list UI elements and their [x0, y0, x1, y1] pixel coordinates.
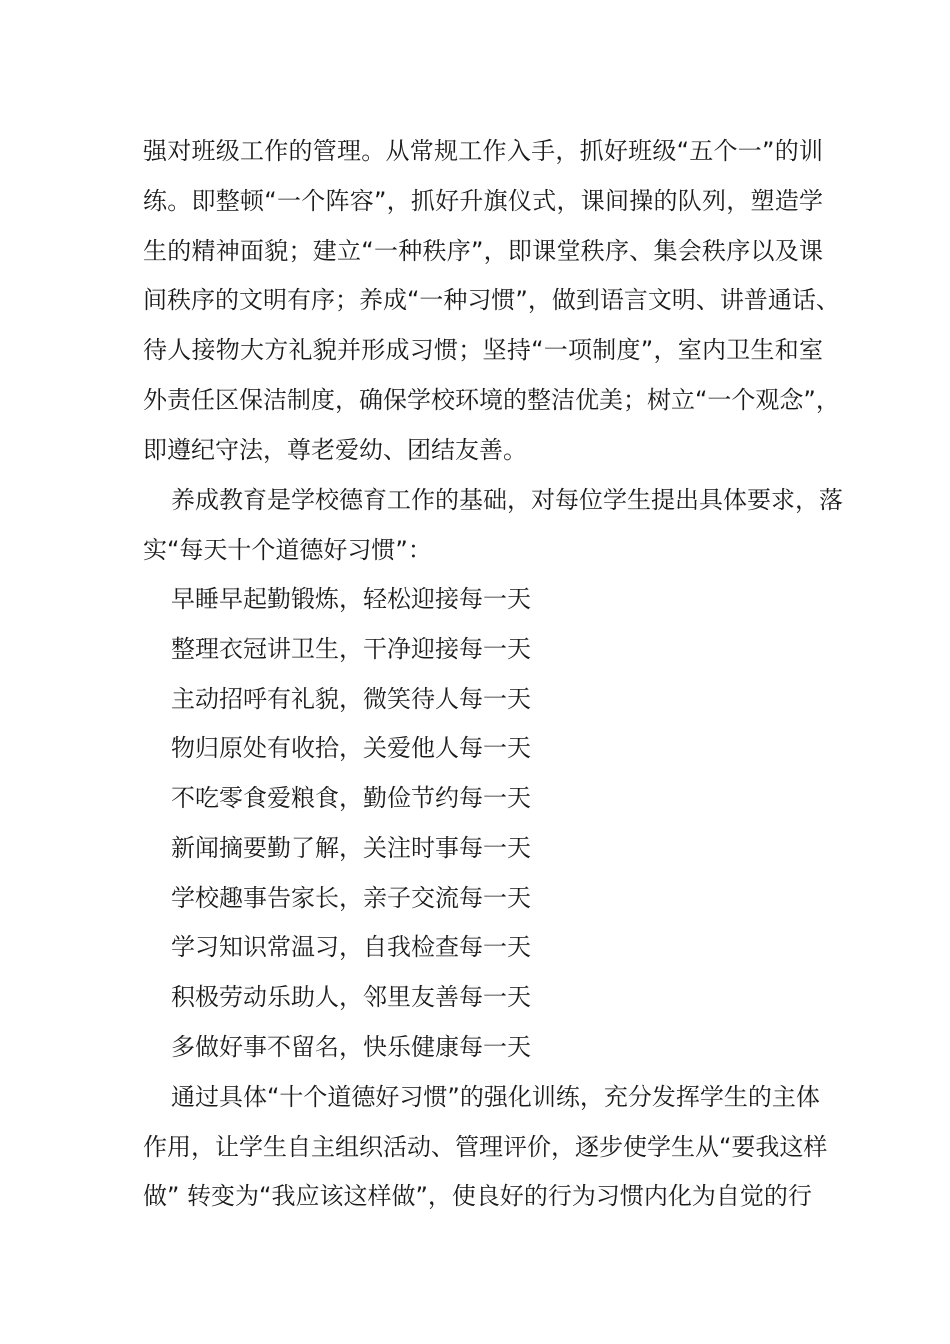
paragraph1-line-2: 练。即整顿“一个阵容”，抓好升旗仪式，课间操的队列，塑造学 [143, 187, 823, 215]
habit-item-7: 学校趣事告家长，亲子交流每一天 [171, 884, 531, 912]
paragraph3-line-2: 作用，让学生自主组织活动、管理评价，逐步使学生从“要我这样 [143, 1133, 828, 1161]
habit-item-5: 不吃零食爱粮食，勤俭节约每一天 [171, 784, 531, 812]
paragraph3-line-1: 通过具体“十个道德好习惯”的强化训练，充分发挥学生的主体 [171, 1083, 820, 1111]
habit-item-6: 新闻摘要勤了解，关注时事每一天 [171, 834, 531, 862]
paragraph1-line-1: 强对班级工作的管理。从常规工作入手，抓好班级“五个一”的训 [143, 137, 823, 165]
paragraph3-line-3: 做” 转变为“我应该这样做”，使良好的行为习惯内化为自觉的行 [143, 1182, 812, 1210]
habit-item-10: 多做好事不留名，快乐健康每一天 [171, 1033, 531, 1061]
paragraph1-line-4: 间秩序的文明有序；养成“一种习惯”，做到语言文明、讲普通话、 [143, 286, 840, 314]
paragraph1-line-3: 生的精神面貌；建立“一种秩序”，即课堂秩序、集会秩序以及课 [143, 237, 823, 265]
habit-item-4: 物归原处有收拾，关爱他人每一天 [171, 734, 531, 762]
habit-item-2: 整理衣冠讲卫生，干净迎接每一天 [171, 635, 531, 663]
paragraph2-line-1: 养成教育是学校德育工作的基础，对每位学生提出具体要求，落 [171, 486, 843, 514]
habit-item-1: 早睡早起勤锻炼，轻松迎接每一天 [171, 585, 531, 613]
paragraph2-line-2: 实“每天十个道德好习惯”： [143, 536, 432, 564]
habit-item-3: 主动招呼有礼貌，微笑待人每一天 [171, 685, 531, 713]
habit-item-8: 学习知识常温习，自我检查每一天 [171, 933, 531, 961]
paragraph1-line-7: 即遵纪守法，尊老爱幼、团结友善。 [143, 436, 527, 464]
habit-item-9: 积极劳动乐助人，邻里友善每一天 [171, 983, 531, 1011]
paragraph1-line-5: 待人接物大方礼貌并形成习惯；坚持“一项制度”，室内卫生和室 [143, 336, 823, 364]
paragraph1-line-6: 外责任区保洁制度，确保学校环境的整洁优美；树立“一个观念”， [143, 386, 840, 414]
